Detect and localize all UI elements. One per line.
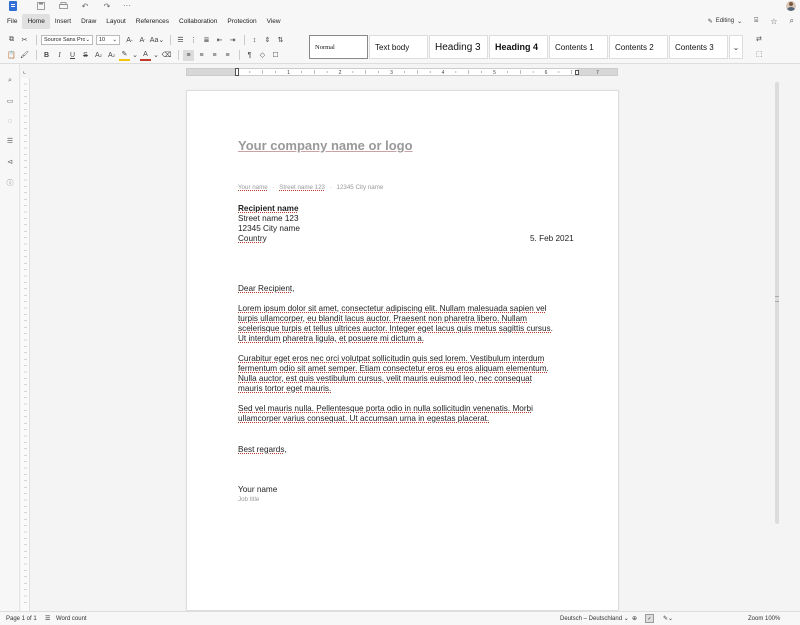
company-logo-placeholder [238, 138, 413, 153]
recipient-city: 12345 City name [238, 224, 300, 233]
menu-home[interactable]: Home [22, 14, 49, 29]
shading-icon[interactable]: ◇ [259, 52, 266, 59]
style-label: Contents 3 [675, 42, 714, 52]
right-indent-marker[interactable] [575, 70, 579, 75]
style-gallery [309, 35, 743, 59]
recipient-street: Street name 123 [238, 214, 299, 223]
strikethrough-icon[interactable]: S [83, 51, 88, 59]
style-label: Normal [315, 43, 335, 51]
signature-title: Job title [238, 496, 260, 503]
editing-mode-dropdown[interactable] [708, 18, 742, 25]
style-gallery-expand-button[interactable] [729, 35, 743, 59]
paragraph-line: Curabitur eget eros nec orci volutpat sollicitudin quis sed lorem. Vestibulum interdum [238, 354, 545, 363]
align-right-icon[interactable]: ≡ [212, 51, 217, 59]
ruler-number: 1 [287, 70, 290, 75]
file-app-icon [8, 1, 18, 11]
divider [36, 50, 37, 60]
style-contents-2[interactable] [609, 35, 668, 59]
menu-layout[interactable]: Layout [106, 18, 126, 25]
chat-icon[interactable]: ◌ [7, 117, 13, 125]
grow-font-icon[interactable]: A ^ [126, 36, 133, 44]
print-icon[interactable] [58, 1, 68, 11]
status-bar [0, 611, 800, 625]
info-icon[interactable]: ⓘ [6, 180, 14, 187]
tab-stop-selector[interactable]: ⌞ [23, 69, 26, 75]
letter-date: 5. Feb 2021 [530, 234, 574, 243]
scrollbar-grip [775, 296, 779, 302]
replace-icon[interactable]: ⇄ [756, 36, 762, 43]
borders-icon[interactable]: ☐ [272, 52, 279, 59]
vertical-scrollbar[interactable] [773, 78, 782, 611]
ruler-number: 5 [493, 70, 496, 75]
word-count-button[interactable]: Word count [56, 615, 87, 622]
menu-collaboration[interactable]: Collaboration [179, 18, 218, 25]
logo-text: Your company name or logo [238, 138, 413, 153]
paragraph-3 [238, 404, 533, 424]
chevron-down-icon[interactable]: ⌄ [153, 52, 159, 59]
recipient-country: Country [238, 234, 267, 243]
ruler-number: 3 [390, 70, 393, 75]
ruler-number: 2 [338, 70, 342, 75]
font-color-icon[interactable]: A [140, 50, 151, 61]
style-label: Text body [375, 42, 410, 52]
search-icon[interactable]: ⌕ [789, 16, 794, 25]
paragraph-line: Sed vel mauris nulla. Pellentesque porta odio in nulla sollicitudin venenatis. Morbi [238, 404, 533, 413]
subscript-icon[interactable]: A 2 [108, 51, 115, 59]
paragraph-line: Nulla auctor, est quis vestibulum cursus, velit mauris euismod leo, nec consequat [238, 374, 532, 383]
menu-bar [0, 13, 800, 30]
ruler-number: 6 [544, 70, 548, 75]
avatar-icon[interactable] [786, 1, 796, 11]
style-contents-3[interactable] [669, 35, 728, 59]
more-icon[interactable]: ··· [123, 0, 131, 10]
increase-indent-icon[interactable]: ⇥ [229, 37, 236, 44]
layout-panel-icon[interactable]: ⌸ [754, 17, 759, 24]
chevron-down-icon: ⌄ [85, 37, 90, 43]
pencil-icon: ✎ [707, 18, 713, 25]
sort-icon[interactable]: ⇅ [277, 37, 284, 44]
decrease-indent-icon[interactable]: ⇤ [216, 37, 223, 44]
spellcheck-icon[interactable]: ✓ [645, 614, 654, 623]
paragraph-spacing-icon[interactable]: ⇕ [264, 37, 271, 44]
font-size-select[interactable] [96, 35, 120, 45]
divider [239, 50, 240, 60]
language-label: Deutsch – Deutschland [560, 616, 623, 622]
search-icon[interactable]: ⌕ [8, 77, 12, 84]
undo-icon[interactable]: ↶ [81, 1, 89, 11]
line-spacing-icon[interactable]: ↕ [252, 36, 257, 44]
comments-icon[interactable]: ▭ [6, 98, 14, 105]
signature-name: Your name [238, 485, 278, 494]
vertical-ruler[interactable] [21, 78, 30, 611]
document-page[interactable] [186, 90, 619, 611]
left-indent-marker[interactable] [235, 68, 239, 76]
menu-references[interactable]: References [135, 18, 170, 25]
style-text-body[interactable] [369, 35, 428, 59]
horizontal-ruler[interactable] [186, 68, 618, 76]
navigation-icon[interactable]: ☰ [6, 138, 14, 145]
paragraph-2 [238, 354, 549, 394]
font-name-value: Source Sans Pro [44, 37, 86, 43]
zoom-indicator[interactable]: Zoom 100% [748, 615, 781, 622]
font-name-select[interactable] [41, 35, 93, 45]
style-normal[interactable] [309, 35, 368, 59]
menu-view[interactable]: View [266, 18, 281, 25]
style-label: Contents 1 [555, 42, 594, 52]
paragraph-line: turpis ullamcorper, eu blandit lacus auctor. Praesent non pharetra libero. Nullam [238, 314, 527, 323]
paragraph-line: Ut interdum pharetra ligula, et posuere mi dictum a. [238, 334, 425, 343]
superscript-icon[interactable]: A 2 [95, 51, 102, 59]
paragraph-line: ullamcorper varius consequat. Ut accumsan urna in egestas placerat. [238, 414, 490, 423]
editing-mode-label: Editing [715, 18, 735, 24]
ruler-number: 7 [596, 70, 599, 75]
track-changes-icon[interactable]: ✎⌄ [663, 616, 674, 622]
underline-icon[interactable]: U [69, 51, 76, 59]
style-contents-1[interactable] [549, 35, 608, 59]
style-label: Contents 2 [615, 42, 654, 52]
menu-draw[interactable]: Draw [81, 18, 97, 25]
change-case-icon[interactable]: Aa⌄ [149, 37, 165, 44]
style-heading-3[interactable] [429, 35, 488, 59]
page-indicator[interactable]: Page 1 of 1 [6, 615, 37, 622]
separator-dot: · [329, 184, 332, 191]
justify-icon[interactable]: ≡ [225, 51, 230, 59]
redo-icon[interactable]: ↷ [103, 1, 111, 11]
divider [178, 50, 179, 60]
paragraph-1 [238, 304, 553, 344]
chevron-down-icon[interactable]: ⌄ [132, 52, 138, 59]
paragraph-line: scelerisque turpis et tellus ultrices auctor. Integer eget lacus quis metus sagittis cursus. [238, 324, 553, 333]
scrollbar-thumb[interactable] [775, 82, 779, 524]
word-count-icon: ☰ [45, 616, 51, 622]
chevron-down-icon: ⌄ [732, 42, 740, 52]
star-icon[interactable]: ☆ [770, 16, 778, 26]
menu-insert[interactable]: Insert [54, 18, 72, 25]
paragraph-line: fermentum odio sit amet semper. Etiam consectetur eros eu eros aliquam elementum. [238, 364, 549, 373]
salutation: Dear Recipient, [238, 284, 295, 293]
sender-city: 12345 City name [336, 184, 384, 191]
shrink-font-icon[interactable]: A ˇ [139, 36, 146, 44]
style-label: Heading 3 [435, 41, 481, 53]
bullet-list-icon[interactable]: ☰ [177, 37, 184, 44]
title-bar [0, 0, 800, 13]
language-select[interactable] [560, 615, 629, 622]
divider [170, 35, 171, 45]
paragraph-marks-icon[interactable]: ¶ [247, 51, 252, 59]
copy-icon[interactable]: ⧉ [9, 36, 14, 43]
sender-line [238, 183, 383, 193]
paragraph-line: mauris tortor eget mauris. [238, 384, 332, 393]
multilevel-list-icon[interactable]: ≣ [203, 37, 210, 44]
divider [36, 35, 37, 45]
highlight-color-icon[interactable]: ✎ [119, 50, 130, 61]
paragraph-line: Lorem ipsum dolor sit amet, consectetur adipiscing elit. Nullam malesuada sapien vel [238, 304, 547, 313]
bold-icon[interactable]: B [43, 51, 50, 59]
align-left-icon[interactable]: ≡ [183, 50, 194, 61]
align-center-icon[interactable]: ≡ [199, 51, 204, 59]
chevron-down-icon: ⌄ [623, 616, 629, 622]
style-label: Heading 4 [495, 42, 539, 52]
style-heading-4[interactable] [489, 35, 548, 59]
save-icon[interactable] [36, 1, 46, 11]
chevron-down-icon: ⌄ [112, 37, 117, 43]
select-icon[interactable]: ⬚ [756, 51, 763, 58]
italic-icon[interactable]: I [58, 51, 61, 59]
recipient-name: Recipient name [238, 204, 299, 213]
paste-icon[interactable]: 📋 [7, 52, 16, 59]
separator-dot: · [272, 184, 275, 191]
sender-name: Your name [238, 184, 268, 191]
menu-protection[interactable]: Protection [227, 18, 257, 25]
ruler-number: 4 [441, 70, 445, 75]
feedback-icon[interactable]: ⊲ [7, 159, 13, 166]
chevron-down-icon: ⌄ [737, 18, 743, 25]
format-painter-icon[interactable]: 🖌 [20, 52, 29, 59]
left-sidebar [0, 64, 20, 611]
menu-file[interactable]: File [7, 18, 18, 25]
numbered-list-icon[interactable]: ⋮ [190, 37, 197, 44]
sender-street: Street name 123 [279, 184, 325, 191]
divider [244, 35, 245, 45]
cut-icon[interactable]: ✂ [21, 37, 28, 44]
clear-formatting-icon[interactable]: ⌫ [161, 52, 172, 59]
closing: Best regards, [238, 445, 287, 454]
font-size-value: 10 [99, 37, 106, 43]
globe-icon[interactable]: ⊕ [632, 616, 638, 622]
